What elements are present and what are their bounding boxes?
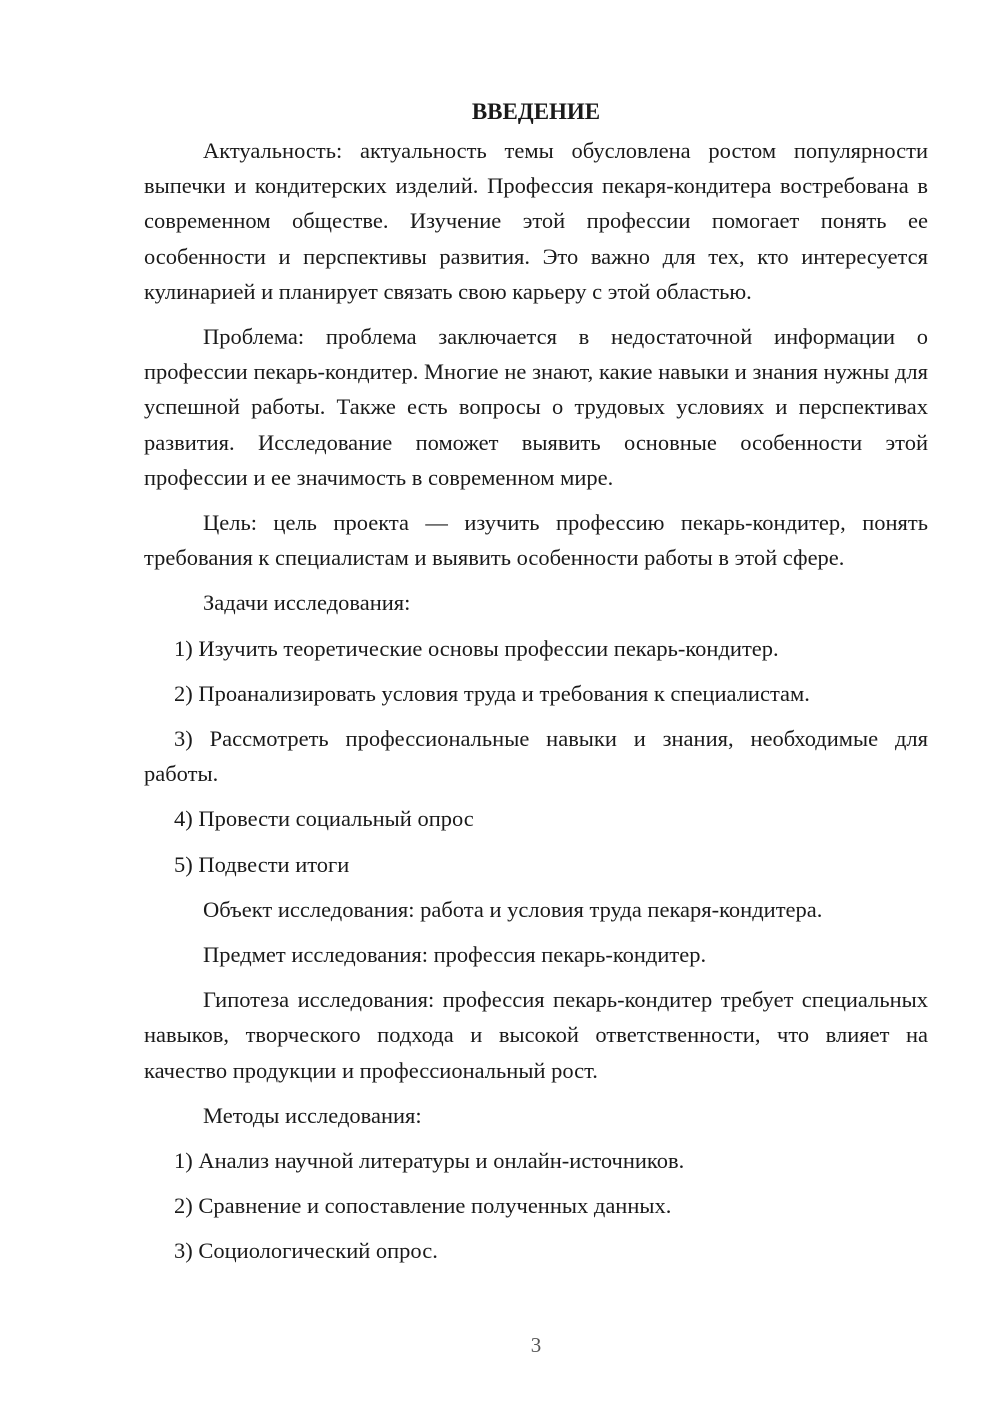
paragraph-object: Объект исследования: работа и условия труда пекаря-кондитера. bbox=[203, 896, 823, 922]
task-item-3: 3) Рассмотреть профессиональные навыки и знания, необходимые для работы. bbox=[144, 726, 928, 787]
section-title: ВВЕДЕНИЕ bbox=[471, 99, 601, 124]
task-item-2: 2) Проанализировать условия труда и требования к специалистам. bbox=[174, 680, 810, 706]
paragraph-hypothesis: Гипотеза исследования: профессия пекарь-кондитер требует специальных навыков, творческого подхода и высокой ответственности, что влияет на качество продукции и профессиональный рост. bbox=[144, 987, 928, 1083]
paragraph-subject: Предмет исследования: профессия пекарь-кондитер. bbox=[203, 942, 707, 968]
tasks-heading: Задачи исследования: bbox=[203, 590, 411, 616]
task-item-1: 1) Изучить теоретические основы профессии пекарь-кондитер. bbox=[174, 635, 779, 661]
method-item-1: 1) Анализ научной литературы и онлайн-источников. bbox=[174, 1148, 685, 1174]
paragraph-problem: Проблема: проблема заключается в недостаточной информации о профессии пекарь-кондитер. Многие не знают, какие навыки и знания нужны для успешной работы. Также есть вопросы о трудовых условиях и перспективах развития. Исследование поможет выявить основные особенности этой профессии и ее значимость в современном мире. bbox=[144, 324, 928, 490]
task-item-5: 5) Подвести итоги bbox=[174, 851, 350, 877]
paragraph-goal: Цель: цель проекта — изучить профессию пекарь-кондитер, понять требования к специалистам и выявить особенности работы в этой сфере. bbox=[144, 510, 928, 571]
document-page bbox=[144, 94, 928, 1279]
page-number: 3 bbox=[530, 1333, 542, 1357]
method-item-2: 2) Сравнение и сопоставление полученных данных. bbox=[174, 1193, 672, 1219]
method-item-3: 3) Социологический опрос. bbox=[174, 1238, 438, 1264]
task-item-4: 4) Провести социальный опрос bbox=[174, 806, 474, 832]
methods-heading: Методы исследования: bbox=[203, 1102, 422, 1128]
paragraph-relevance: Актуальность: актуальность темы обусловлена ростом популярности выпечки и кондитерских изделий. Профессия пекаря-кондитера востребована в современном обществе. Изучение этой профессии помогает понять ее особенности и перспективы развития. Это важно для тех, кто интересуется кулинарией и планирует связать свою карьеру с этой областью. bbox=[144, 138, 928, 304]
